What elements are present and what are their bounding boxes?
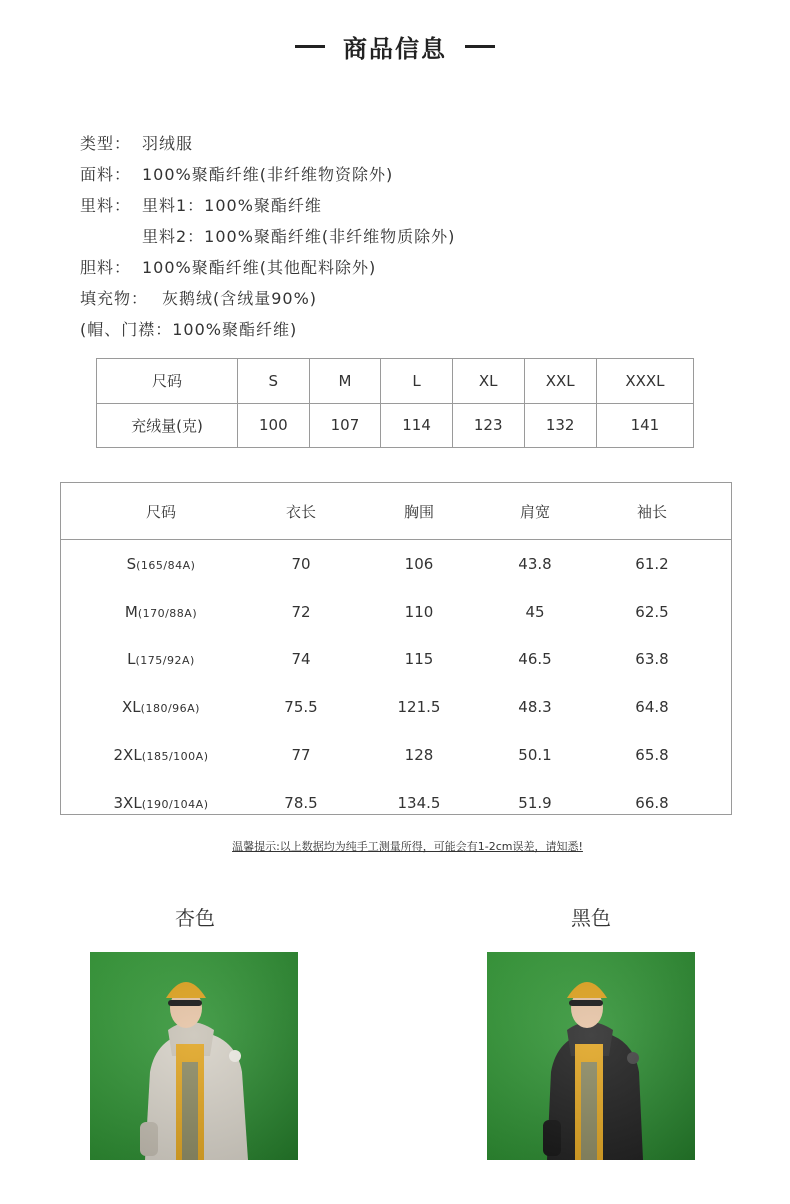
spec-filling-label: 填充物： [80,289,149,308]
fill-amount-cell: 114 [381,403,453,448]
fill-size-cell: M [309,359,381,404]
spec-type-value: 羽绒服 [142,134,194,153]
spec-fabric-value: 100%聚酯纤维(非纤维物资除外) [142,165,394,184]
fill-amount-row [97,403,694,448]
spec-type [80,128,720,159]
fill-amount-cell: 100 [238,403,310,448]
sleeve-cell: 65.8 [635,746,669,765]
color-label-apricot: 杏色 [175,906,215,930]
fill-amount-cell: 132 [524,403,596,448]
header-shoulder: 肩宽 [519,502,550,521]
length-cell: 77 [291,746,311,765]
sleeve-cell: 61.2 [635,554,669,573]
fill-amount-cell: 123 [452,403,524,448]
title-dash-left [295,45,325,48]
shoulder-cell: 51.9 [518,793,552,812]
size-code: L [127,650,136,669]
size-spec: (165/84A) [136,558,196,572]
header-length: 衣长 [285,502,316,521]
size-cell [61,746,261,764]
fill-amount-table [96,358,694,448]
table-row [61,731,731,779]
size-cell [61,698,261,716]
fill-size-cell: XL [452,359,524,404]
fill-size-cell: L [381,359,453,404]
header-chest: 胸围 [403,502,434,521]
size-code: 3XL [113,793,142,812]
size-spec: (190/104A) [141,797,209,811]
sleeve-cell: 66.8 [635,793,669,812]
length-cell: 78.5 [284,793,318,812]
chest-cell: 121.5 [397,698,441,717]
size-spec: (175/92A) [135,654,195,668]
size-cell [61,555,261,573]
sleeve-cell: 63.8 [635,650,669,669]
size-cell [61,603,261,621]
photo-lighting [487,952,695,1160]
photo-lighting [90,952,298,1160]
size-code: XL [122,698,141,717]
size-chart [60,482,732,815]
table-row [61,588,731,636]
fill-size-cell: S [238,359,310,404]
section-title [0,26,790,66]
chest-cell: 128 [404,746,434,765]
title-dash-right [465,45,495,48]
table-row [61,779,731,827]
shoulder-cell: 46.5 [518,650,552,669]
size-spec: (180/96A) [140,702,200,716]
spec-lining2-value: 里料2：100%聚酯纤维(非纤维物质除外) [142,227,456,246]
color-label-black: 黑色 [571,906,611,930]
table-row [61,683,731,731]
size-cell [61,794,261,812]
spec-type-label: 类型： [80,134,132,153]
measurement-tip: 温馨提示:以上数据均为纯手工测量所得，可能会有1-2cm误差，请知悉! [232,840,583,853]
size-cell [61,650,261,668]
spec-filling-value: 灰鹅绒(含绒量90%) [162,289,318,308]
size-chart-header [61,483,731,540]
chest-cell: 106 [404,554,434,573]
black-model-photo [487,952,695,1160]
spec-liner-value: 100%聚酯纤维(其他配料除外) [142,258,377,277]
length-cell: 74 [291,650,311,669]
size-code: 2XL [113,746,142,765]
chest-cell: 134.5 [397,793,441,812]
length-cell: 72 [291,602,311,621]
size-code: S [126,554,137,573]
size-code: M [124,602,138,621]
sleeve-cell: 62.5 [635,602,669,621]
fill-size-cell: XXXL [596,359,693,404]
spec-lining1-value: 里料1：100%聚酯纤维 [142,196,322,215]
header-sleeve: 袖长 [636,502,667,521]
spec-filling [80,283,720,314]
fill-size-header: 尺码 [97,359,238,404]
length-cell: 70 [291,554,311,573]
shoulder-cell: 43.8 [518,554,552,573]
length-cell: 75.5 [284,698,318,717]
table-row [61,540,731,588]
spec-liner-label: 胆料： [80,258,132,277]
spec-hood-note: (帽、门襟：100%聚酯纤维) [80,320,298,339]
spec-list [80,128,720,345]
fill-amount-header: 充绒量(克) [97,403,238,448]
spec-fabric-label: 面料： [80,165,132,184]
fill-amount-cell: 141 [596,403,693,448]
spec-lining2 [80,221,720,252]
chest-cell: 110 [404,602,434,621]
fill-size-cell: XXL [524,359,596,404]
chest-cell: 115 [404,650,434,669]
shoulder-cell: 45 [525,602,545,621]
size-spec: (185/100A) [141,750,209,764]
spec-fabric [80,159,720,190]
fill-size-row [97,359,694,404]
header-size: 尺码 [145,502,176,521]
spec-lining-label: 里料： [80,196,132,215]
table-row [61,636,731,684]
size-spec: (170/88A) [137,606,198,620]
shoulder-cell: 48.3 [518,698,552,717]
spec-liner [80,252,720,283]
spec-lining [80,190,720,221]
shoulder-cell: 50.1 [518,746,552,765]
title-text: 商品信息 [343,34,447,63]
fill-amount-cell: 107 [309,403,381,448]
sleeve-cell: 64.8 [635,698,669,717]
apricot-model-photo [90,952,298,1160]
